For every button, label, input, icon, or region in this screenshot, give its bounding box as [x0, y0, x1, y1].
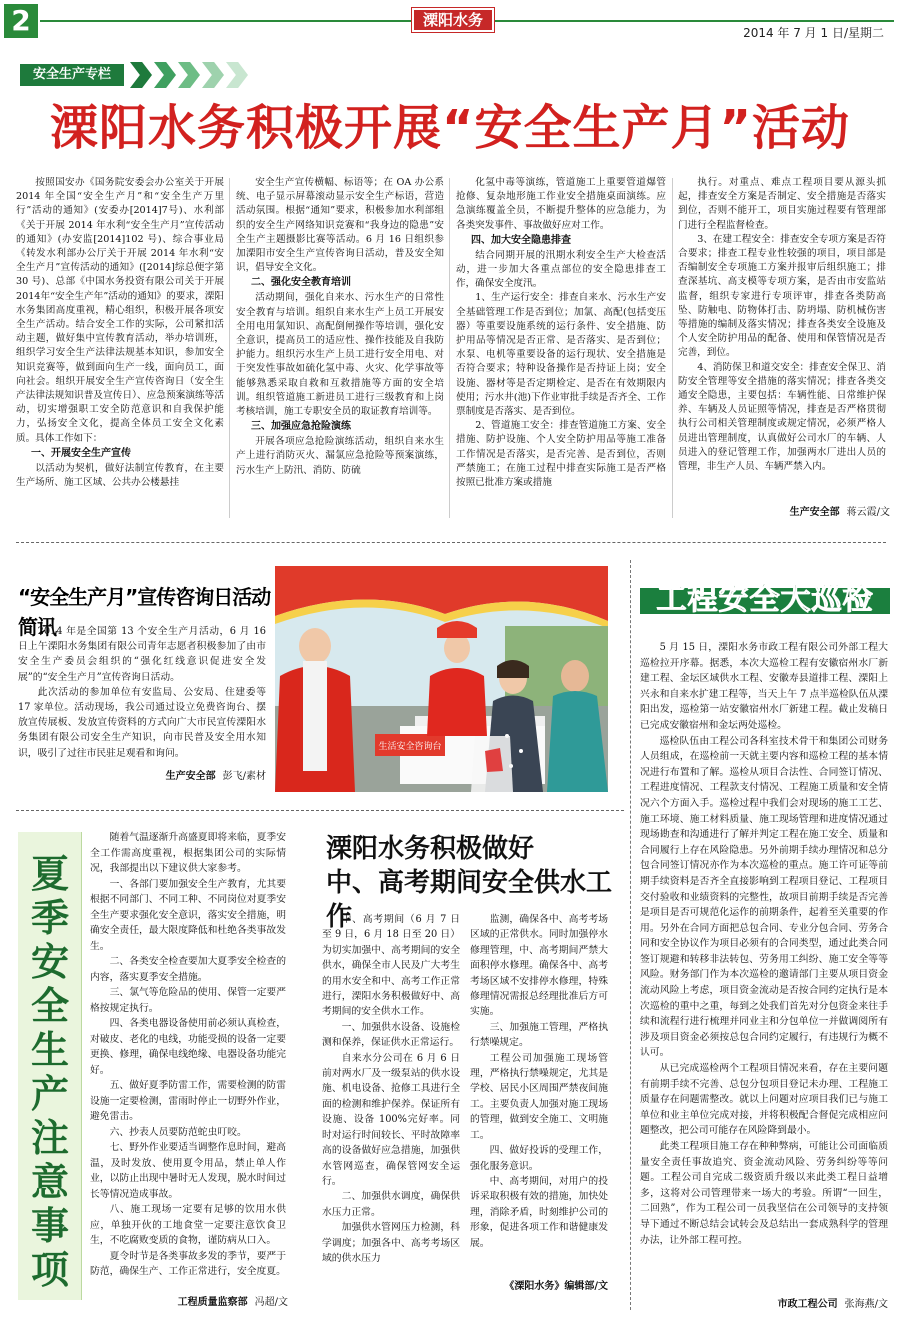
paragraph: 四、做好投诉的受理工作，强化服务意识。: [470, 1145, 608, 1172]
brief-byline: 生产安全部 彭飞/素材: [165, 771, 266, 782]
paragraph: 从已完成巡检两个工程项目情况来看，存在主要问题有前期手续不完善、总包分包项目登记未办理、工程施工质量存在问题需整改。就以上问题对应项目我们已与施工单位和业主单位完成对接，并将积极配合督促完成相应问题整改，把公司可能存在风险降到最小。: [640, 1063, 888, 1137]
article-column-3: [456, 176, 666, 521]
paragraph: 八、施工现场一定要有足够的饮用水供应，单独开伙的工地食堂一定要注意饮食卫生，不吃腐败变质的食物，谨防病从口入。: [90, 1204, 286, 1246]
paragraph: 七、野外作业要适当调整作息时间，避高温，及时发放、使用夏令用品，禁止单人作业，以防止出现中暑时无人发现，脱水时间过长等情况造成事故。: [90, 1142, 286, 1200]
inspection-body: [640, 640, 888, 1305]
issue-date: 2014 年 7 月 1 日/星期二: [743, 26, 884, 40]
paragraph: 结合同期开展的汛期水利安全生产大检查活动，进一步加大各重点部位的安全隐患排查工作，确保安全度汛。: [456, 249, 666, 290]
summer-body: [90, 830, 286, 1305]
paragraph: 二、各类安全检查要加大夏季安全检查的内容，落实夏季安全措施。: [90, 956, 286, 983]
section-divider: [16, 542, 886, 543]
paragraph: 一、各部门要加强安全生产教育，尤其要根据不同部门、不同工种、不同岗位对夏季安全生产要求强化安全意识，落实安全措施，明确安全责任，最大限度降低和杜绝各类事故发生。: [90, 878, 286, 952]
main-headline: 溧阳水务积极开展“安全生产月”活动: [49, 100, 851, 156]
paragraph: 夏令时节是各类事故多发的季节，要严于防范，确保生产、工作正常进行，安全度夏。: [90, 1250, 286, 1277]
top-byline: 生产安全部 蒋云霞/文: [789, 507, 890, 518]
brief-body: [18, 624, 266, 761]
section-divider: [16, 810, 624, 811]
paragraph: 监测，确保各中、高考考场区域的正常供水。同时加强停水修理管理，中、高考期间严禁大面积停水修理。确保各中、高考考场区域不安排停水修理，特殊修理情况需报总经理批准后方可实施。: [470, 914, 608, 1018]
summer-byline: 工程质量监察部 冯超/文: [177, 1297, 288, 1308]
section-heading: 四、加大安全隐患排查: [471, 234, 571, 246]
tag-arrows-icon: [130, 62, 250, 88]
exam-byline: 《溧阳水务》编辑部/文: [504, 1281, 608, 1292]
column-divider: [672, 178, 673, 518]
paragraph: 三、加强施工管理，严格执行禁噪规定。: [470, 1021, 608, 1049]
paragraph: 二、加强供水调度，确保供水压力正常。: [322, 1191, 460, 1218]
section-heading: 三、加强应急抢险演练: [251, 421, 351, 433]
article-column-2: [236, 176, 444, 521]
paragraph: 执行。对重点、难点工程项目要从源头抓起，排查安全方案是否制定、安全措施是否落实到位，否则不能开工，项目实施过程要有管理部门进行全程监督检查。: [678, 177, 886, 231]
paragraph: 按照国安办《国务院安委会办公室关于开展 2014 年全国“安全生产月”和“安全生产万里行”活动的通知》(安委办[2014]7号)、水利部《关于开展 2014 年水利“安全生产月”宣传活动的通知》(办安监[2014]102 号)、综合事业局《转发水利部办公厅关于开展 2014 年水利“安全生产月”宣传活动的通知》([2014]综总便字第 30 号)、总部《中国水务投资有限公司关于开展 2014年“安全生产年”活动的通知》的要求，溧阳水务集团高度重视，精心组织，积极开展各项安全生产活动。结合安全工作的实际，公司紧扣活动主题，做好集中宣传教育活动，举办培训班，组织学习安全生产法律法规基本知识，参加安全知识竞赛等，做到面向生产一线，面向员工，面向社会。组织开展安全生产宣传咨询日（安全生产法律法规知识普及宣传日）、应急预案演练等活动，切实增强职工安全防范意识和自我保护能力，弘扬安全文化，提高全体员工安全文化素质。具体工作如下：: [16, 177, 224, 444]
paragraph: 2、管道施工安全：排查管道施工方案、安全措施、防护设施、个人安全防护用品等施工准备工作情况是否落实，是否完善、是否到位，否则严禁施工；在施工过程中排查实际施工是否严格按照已批准方案或措施: [456, 420, 666, 489]
paragraph: 此次活动的参加单位有安监局、公安局、住建委等 17 家单位。活动现场，我公司通过设立免费咨询台、摆放宣传展板、发放宣传资料的方式向广大市民宣传溧阳水务集团有限公司安全生产知识，向市民普及安全用水知识，吸引了过往市民驻足观看和询问。: [18, 686, 266, 759]
column-divider: [229, 178, 230, 518]
paragraph: 五、做好夏季防雷工作，需要检测的防雷设施一定要检测，雷雨时停止一切野外作业，避免雷击。: [90, 1080, 286, 1122]
paragraph: 加强供水管网压力检测，科学调度；加强各中、高考考场区域的供水压力: [322, 1222, 460, 1264]
page-number: 2: [4, 4, 38, 38]
paragraph: 中、高考期间，对用户的投诉采取积极有效的措施，加快处理，消除矛盾，时刻维护公司的形象，促进各项工作和谐健康发展。: [470, 1175, 608, 1249]
paragraph: 安全生产宣传横幅、标语等；在 OA 办公系统、电子显示屏幕滚动显示安全生产标语，营造活动氛围。根据“通知”要求，积极参加水利部组织的安全生产网络知识竞赛和“我身边的隐患”安全生产主题摄影比赛等活动。6 月 16 日组织参加溧阳市安全生产宣传咨询日活动，普及安全知识，倡导安全文化。: [236, 177, 444, 274]
column-divider: [630, 560, 631, 1310]
paragraph: 以活动为契机，做好法制宣传教育，在主要生产场所、施工区域、公共办公楼悬挂: [16, 462, 224, 489]
paragraph: 4、消防保卫和道交安全：排查安全保卫、消防安全管理等安全措施的落实情况；排查各类交通安全隐患，主要包括：车辆性能、日常维护保养、车辆及人员证照等情况，排查是否严格贯彻执行公司相关管理制度或规定情况，必须严格人员进出管理制度，认真做好公司水厂的车辆、人员进入的登记管理工作，加强两水厂进出人员的管理，非生产人员、车辆严禁入内。: [678, 361, 886, 473]
section-heading: 一、开展安全生产宣传: [31, 447, 131, 459]
exam-column-2: [470, 912, 608, 1282]
paragraph: 中、高考期间（6 月 7 日至 9 日，6 月 18 日至 20 日）为切实加强中、高考期间的安全供水，确保全市人民及广大考生的用水安全和中、高考工作正常进行，溧阳水务积极做好中、高考期间的安全供水工作。: [322, 914, 460, 1018]
paragraph: 工程公司加强施工现场管理，严格执行禁噪规定，尤其是学校、居民小区周围严禁夜间施工。主要负责人加强对施工现场的管理，做到安全施工、文明施工。: [470, 1052, 608, 1141]
summer-title-box: [18, 832, 82, 1300]
exam-title: 溧阳水务积极做好 中、高考期间安全供水工作: [326, 834, 613, 932]
paragraph: 此类工程项目施工存在种种弊病，可能让公司面临质量安全责任事故追究、资金流动风险、劳务纠纷等等问题。工程公司自完成二级资质升级以来此类工程日益增多，这将对公司管理带来一场大的考验。所谓“一回生，二回熟”，作为工程公司一员我坚信在公司领导的支持领导下通过不断总结会试转会及总结出一套成熟科学的管理办法，让外部工程可控。: [640, 1141, 888, 1246]
section-label: 溧阳水务: [412, 8, 494, 32]
paragraph: 六、抄表人员要防范蛇虫叮咬。: [109, 1126, 247, 1138]
column-divider: [449, 178, 450, 518]
paragraph: 5 月 15 日，溧阳水务市政工程有限公司外部工程大巡检拉开序幕。据悉，本次大巡检工程有安徽宿州水厂新建工程、金坛区域供水工程、安徽寿县道排工程、溧阳上兴永和自来水扩建工程等，当天上午 7 点半巡检队伍从溧阳出发，巡检第一站安徽宿州水厂新建工程。截止发稿日已完成安徽宿州和金坛两处巡检。: [640, 642, 888, 731]
summer-vertical-title: 夏 季 安 全 生 产 注 意 事 项: [30, 852, 69, 1292]
paragraph: 随着气温逐渐升高盛夏即将来临，夏季安全工作需高度重视，根据集团公司的实际情况，我部提出以下建议供大家参考。: [90, 832, 286, 874]
photo-banner-text: 生活安全咨询台: [378, 742, 442, 752]
inspection-byline: 市政工程公司 张海燕/文: [777, 1299, 888, 1310]
section-heading: 二、强化安全教育培训: [251, 277, 351, 289]
article-column-4: [678, 176, 886, 506]
paragraph: 四、各类电器设备使用前必须认真检查，对破皮、老化的电线，功能受损的设备一定要更换、修理，确保电线绝缘、电器设备功能完好。: [90, 1018, 286, 1076]
paragraph: 一、加强供水设备、设施检测和保养，保证供水正常运行。: [322, 1021, 460, 1049]
paragraph: 自来水分公司在 6 月 6 日前对两水厂及一级泵站的供水设施、机电设备、抢修工具进行全面的检测和维护保养。保证所有设施、设备 100%完好率。同时对运行时间较长、平时故障率高的设备做好应急措施，加强供水管网巡查，确保管网安全运行。: [322, 1052, 460, 1187]
paragraph: 1、生产运行安全：排查自来水、污水生产安全基础管理工作是否到位；加氯、高配(包括变压器）等重要设施系统的运行条件、安全措施、防护用品等情况是否正常、是否落实、是否到位；水泵、电机等重要设备的运行现状、安全措施是否符合要求；特种设备操作是否持证上岗；安全设施、器材等是否定期检定、是否在有效期限内使用；污水井(池)下作业审批手续是否齐全、工作票制度是否落实、是否到位。: [456, 292, 666, 418]
column-tag: 安全生产专栏: [20, 64, 124, 86]
paragraph: 2014 年是全国第 13 个安全生产月活动，6 月 16 日上午溧阳水务集团有限公司青年志愿者积极参加了由市安全生产委员会组织的“强化红线意识促进安全发展”的“安全生产月”宣传咨询日活动。: [18, 626, 266, 683]
article-column-1: [16, 176, 224, 521]
paragraph: 巡检队伍由工程公司各科室技术骨干和集团公司财务人员组成，在巡检前一天就主要内容和巡检工程的基本情况进行布置和了解。巡检从项目合法性、合同签订情况、工程进度情况、工程款支付情况、工程施工质量和安全情况六个方面入手。巡检过程中我们会对现场的施工工艺、施工环境、施工材料质量、施工现场管理和进度情况通过现场勘查和沟通进行了解并判定工程在施工安全、质量和合同履行上存在风险隐患。另外前期手续办理情况和总分包合同签订情况亦作为本次巡检的重点。施工许可证等前期手续资料是否齐全直接影响到工程项目登记、工程项目交付验收和业绩资料的完整性，故项目前期手续是否完善是项目是否可规范化运作的前期条件，起着至关重要的作用。另外在合同方面把总包合同、专业分包合同、劳务合同和安全协议作为项目必须有的合同类型，通过此类合同签订规避和转移非法转包、劳务用工纠纷、施工安全等等风险。财务部门作为本次巡检的邀请部门主要从项目资金流动风险上考虑，项目资金流动是否按合同约定执行是本次巡检的重中之重，每到之处我们首先对分包资金来往手续和流程行进行梳理并同业主和分包单位一并做调阅所有涉及项目资金必须按总包合同约定履行，有违规行为概不认可。: [640, 735, 888, 1059]
brief-title: “安全生产月”宣传咨询日活动简讯: [18, 585, 271, 639]
event-photo: [275, 566, 608, 792]
paragraph: 三、氯气等危险品的使用、保管一定要严格按规定执行。: [90, 987, 286, 1014]
paragraph: 活动期间，强化自来水、污水生产的日常性安全教育与培训。组织自来水生产上员工开展安全用电用氯知识、高配倒闸操作等培训，强化安全意识，提高员工的适应性、操作技能及自我防护能力。组织污水生产上员工进行安全用电、对于突发性事故如硫化氢中毒、火灾、化学事故等能够熟悉采取自救和互救措施等方面的安全培训。组织管道施工新进员工进行三级教育和上岗考核培训，施工专职安全员的取证教育培训等。: [236, 292, 444, 418]
paragraph: 化氢中毒等演练，管道施工上重要管道爆管抢修、复杂地形施工作业安全措施桌面演练。应急演练覆盖全员，不断提升整体的应急能力，为各类突发事件、事故做好应对工作。: [456, 177, 666, 231]
paragraph: 3、在建工程安全：排查安全专项方案是否符合要求；排查工程专业性较强的项目，项目部是否编制安全专项施工方案并报审后组织施工；排查深基坑、高支模等专项方案，是否由市安监站监督，组织专家进行专项评审，排查各类防高坠、防触电、防物体打击、防坍塌、防机械伤害等措施的编制及落实情况；排查各类安全设施及个人安全防护用品的配备、使用和保管情况是否完善，到位。: [678, 233, 886, 359]
paragraph: 开展各项应急抢险演练活动，组织自来水生产上进行消防灭火、漏氯应急抢险等预案演练，污水生产上防汛、消防、防硫: [236, 436, 444, 476]
inspection-title: 工程安全大巡检: [640, 572, 890, 622]
exam-column-1: [322, 912, 460, 1307]
